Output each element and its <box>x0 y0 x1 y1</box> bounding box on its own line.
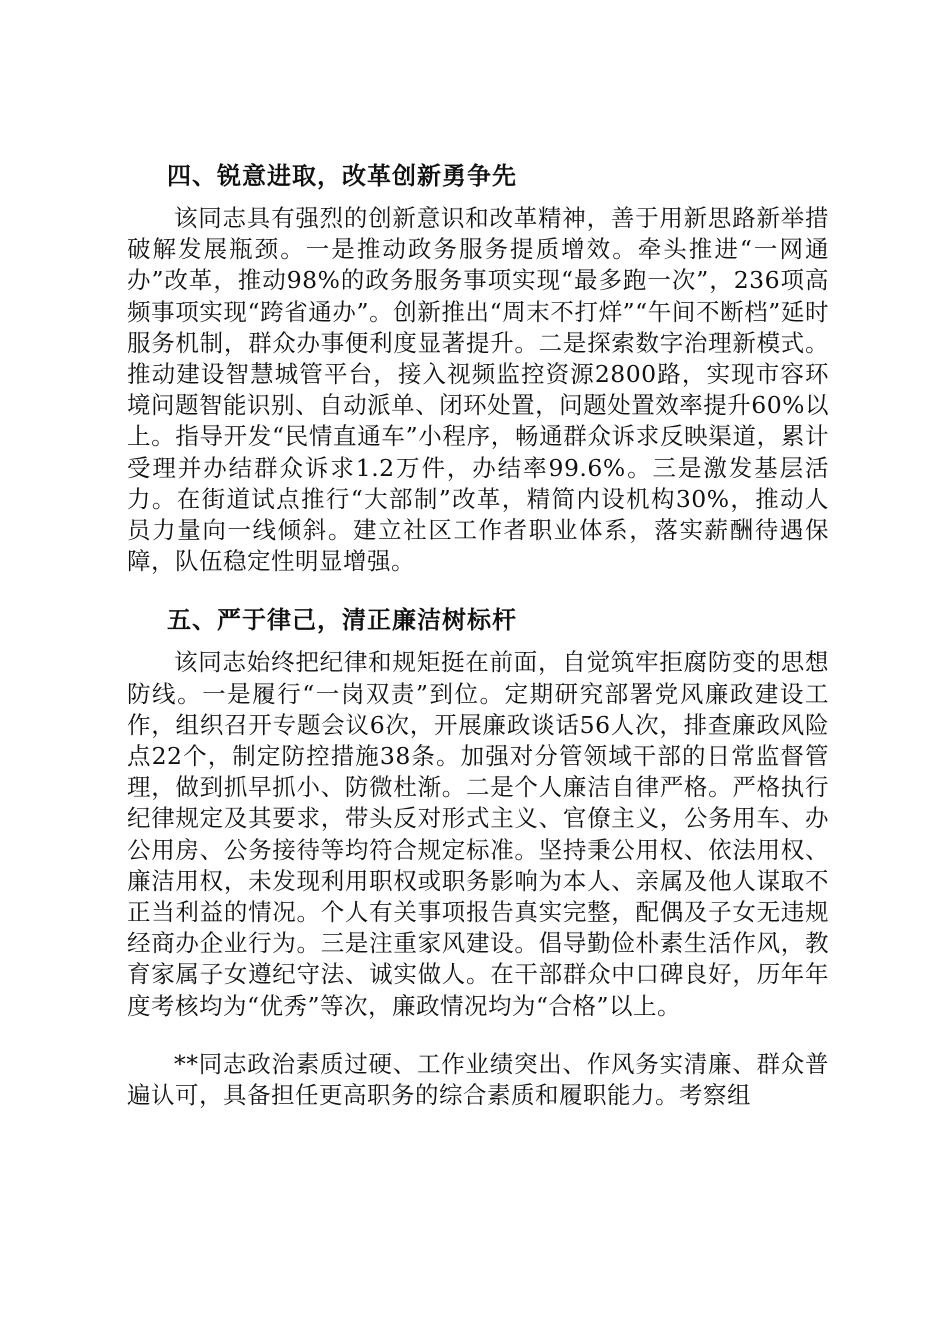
section-5-body: 该同志始终把纪律和规矩挺在前面，自觉筑牢拒腐防变的思想防线。一是履行“一岗双责”到位。定期研究部署党风廉政建设工作，组织召开专题会议6次，开展廉政谈话56人次，排查廉政风险点22个，制定防控措施38条。加强对分管领域干部的日常监督管理，做到抓早抓小、防微杜渐。二是个人廉洁自律严格。严格执行纪律规定及其要求，带头反对形式主义、官僚主义，公务用车、办公用房、公务接待等均符合规定标准。坚持秉公用权、依法用权、廉洁用权，未发现利用职权或职务影响为本人、亲属及他人谋取不正当利益的情况。个人有关事项报告真实完整，配偶及子女无违规经商办企业行为。三是注重家风建设。倡导勤俭朴素生活作风，教育家属子女遵纪守法、诚实做人。在干部群众中口碑良好，历年年度考核均为“优秀”等次，廉政情况均为“合格”以上。 <box>127 648 829 1020</box>
section-4-body: 该同志具有强烈的创新意识和改革精神，善于用新思路新举措破解发展瓶颈。一是推动政务服务提质增效。牵头推进“一网通办”改革，推动98%的政务服务事项实现“最多跑一次”，236项高频事项实现“跨省通办”。创新推出“周末不打烊”“午间不断档”延时服务机制，群众办事便利度显著提升。二是探索数字治理新模式。推动建设智慧城管平台，接入视频监控资源2800路，实现市容环境问题智能识别、自动派单、闭环处置，问题处置效率提升60%以上。指导开发“民情直通车”小程序，畅通群众诉求反映渠道，累计受理并办结群众诉求1.2万件，办结率99.6%。三是激发基层活力。在街道试点推行“大部制”改革，精简内设机构30%，推动人员力量向一线倾斜。建立社区工作者职业体系，落实薪酬待遇保障，队伍稳定性明显增强。 <box>127 204 829 576</box>
document-page <box>127 160 829 1111</box>
closing-paragraph: **同志政治素质过硬、工作业绩突出、作风务实清廉、群众普遍认可，具备担任更高职务的综合素质和履职能力。考察组 <box>127 1049 829 1110</box>
section-4-heading: 四、锐意进取，改革创新勇争先 <box>167 162 517 190</box>
section-5-heading: 五、严于律己，清正廉洁树标杆 <box>167 606 517 635</box>
